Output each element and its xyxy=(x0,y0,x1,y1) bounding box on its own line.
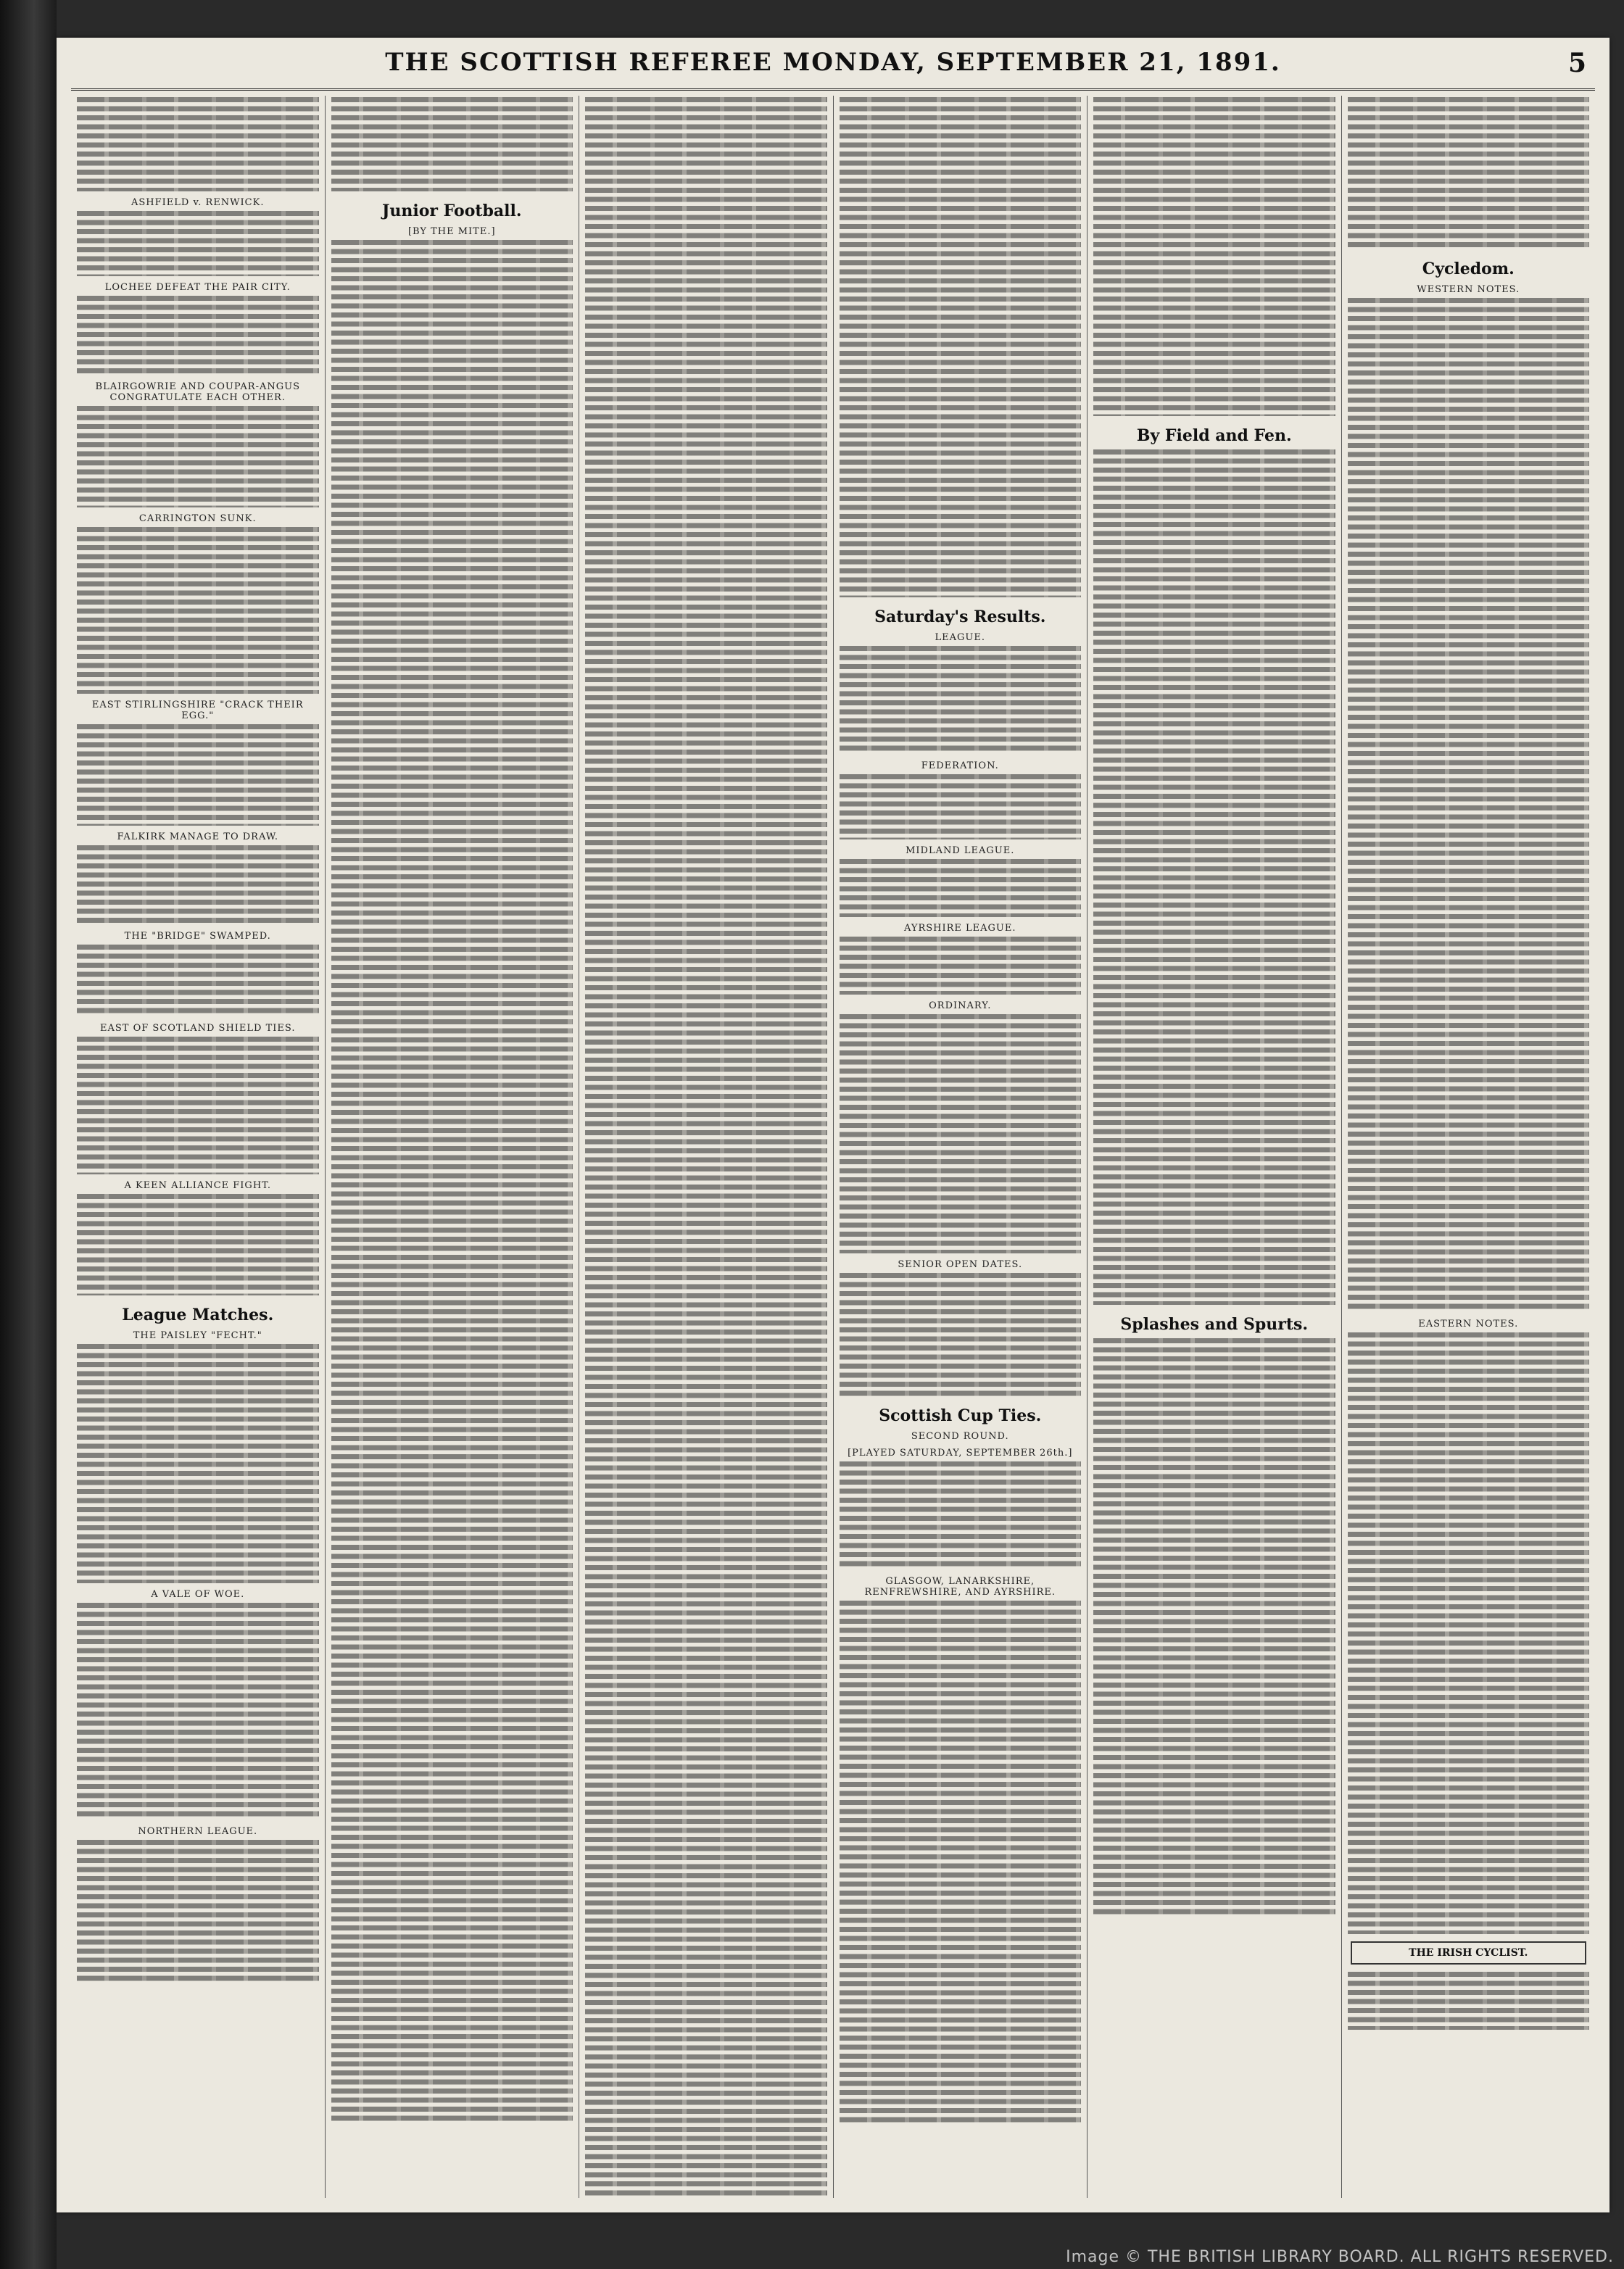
text-block xyxy=(77,1194,319,1295)
subhead: EASTERN NOTES. xyxy=(1418,1319,1519,1330)
section-heading: By Field and Fen. xyxy=(1136,426,1292,445)
text-block xyxy=(331,97,573,191)
section-heading: Scottish Cup Ties. xyxy=(879,1406,1042,1425)
subhead: EAST OF SCOTLAND SHIELD TIES. xyxy=(100,1023,296,1034)
page-number: 5 xyxy=(1567,48,1588,78)
columns xyxy=(71,96,1595,2198)
column-4 xyxy=(834,96,1088,2198)
subhead: MIDLAND LEAGUE. xyxy=(906,845,1015,856)
subhead: CARRINGTON SUNK. xyxy=(138,513,257,524)
text-block xyxy=(1348,1972,1590,2030)
section-heading: Splashes and Spurts. xyxy=(1120,1315,1309,1334)
masthead-title: THE SCOTTISH REFEREE MONDAY, SEPTEMBER 21, 1891. xyxy=(385,48,1281,77)
text-block xyxy=(77,296,319,376)
column-1 xyxy=(71,96,326,2198)
text-block xyxy=(77,1344,319,1583)
newspaper-page xyxy=(57,38,1610,2212)
subhead: AYRSHIRE LEAGUE. xyxy=(904,923,1016,934)
subhead: THE "BRIDGE" SWAMPED. xyxy=(124,931,271,942)
text-block xyxy=(77,1840,319,1985)
subhead: ORDINARY. xyxy=(929,1000,992,1011)
subhead: BLAIRGOWRIE AND COUPAR-ANGUS CONGRATULATE EACH OTHER. xyxy=(95,381,300,403)
binding-edge xyxy=(0,0,57,2269)
results-table xyxy=(840,937,1082,995)
column-2 xyxy=(326,96,580,2198)
text-block xyxy=(840,97,1082,597)
text-block xyxy=(77,1603,319,1820)
results-table xyxy=(840,859,1082,917)
advertisement: THE IRISH CYCLIST. xyxy=(1351,1941,1587,1965)
text-block xyxy=(1348,1332,1590,1934)
column-3 xyxy=(579,96,834,2198)
text-block xyxy=(840,1273,1082,1396)
text-block xyxy=(77,211,319,276)
text-block xyxy=(1093,97,1335,416)
text-block xyxy=(1348,97,1590,249)
results-table xyxy=(840,646,1082,755)
text-block xyxy=(840,1461,1082,1570)
subhead: [PLAYED SATURDAY, SEPTEMBER 26th.] xyxy=(848,1448,1073,1459)
section-heading: Saturday's Results. xyxy=(874,607,1046,626)
subhead: GLASGOW, LANARKSHIRE, RENFREWSHIRE, AND AYRSHIRE. xyxy=(864,1576,1056,1598)
subhead: ASHFIELD v. RENWICK. xyxy=(131,197,265,208)
subhead: LEAGUE. xyxy=(935,632,985,643)
subhead: FEDERATION. xyxy=(921,760,999,771)
subhead: SENIOR OPEN DATES. xyxy=(898,1259,1023,1270)
results-table xyxy=(840,1014,1082,1253)
subhead: SECOND ROUND. xyxy=(911,1431,1009,1442)
column-5 xyxy=(1088,96,1342,2198)
text-block xyxy=(331,240,573,2125)
text-block xyxy=(77,527,319,694)
subhead: A VALE OF WOE. xyxy=(151,1589,245,1600)
text-block xyxy=(77,1037,319,1174)
results-table xyxy=(840,774,1082,839)
column-6 xyxy=(1342,96,1596,2198)
subhead: NORTHERN LEAGUE. xyxy=(138,1826,258,1837)
subhead: THE PAISLEY "FECHT." xyxy=(133,1330,262,1341)
text-block xyxy=(77,845,319,925)
subhead: EAST STIRLINGSHIRE "CRACK THEIR EGG." xyxy=(91,700,304,721)
subhead: A KEEN ALLIANCE FIGHT. xyxy=(124,1180,272,1191)
text-block xyxy=(77,97,319,191)
subhead: WESTERN NOTES. xyxy=(1417,284,1520,295)
section-heading: Junior Football. xyxy=(381,202,522,220)
byline: [BY THE MITE.] xyxy=(407,226,496,237)
text-block xyxy=(840,1601,1082,2123)
subhead: LOCHEE DEFEAT THE PAIR CITY. xyxy=(104,282,291,293)
section-heading: League Matches. xyxy=(122,1306,274,1324)
subhead: FALKIRK MANAGE TO DRAW. xyxy=(117,831,279,842)
text-block xyxy=(77,945,319,1017)
text-block xyxy=(1093,1338,1335,1918)
text-block xyxy=(1093,449,1335,1305)
text-block xyxy=(1348,298,1590,1313)
image-credit: Image © THE BRITISH LIBRARY BOARD. ALL RIGHTS RESERVED. xyxy=(1066,2248,1614,2266)
masthead xyxy=(57,48,1610,91)
text-block xyxy=(77,406,319,507)
section-heading: Cycledom. xyxy=(1422,260,1515,278)
text-block xyxy=(77,724,319,826)
masthead-rule xyxy=(71,88,1595,91)
text-block xyxy=(585,97,827,2198)
